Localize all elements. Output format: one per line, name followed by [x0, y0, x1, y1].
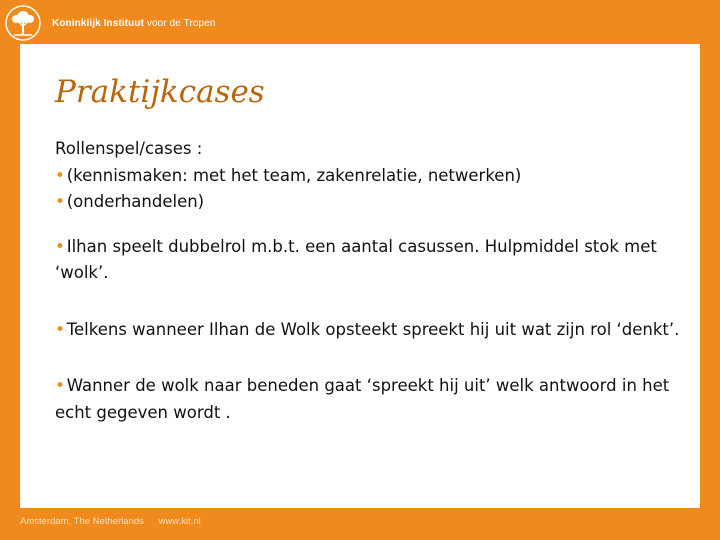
bullet-item: • (kennismaken: met het team, zakenrelatie, netwerken)	[55, 165, 522, 185]
bullet-item: • Ilhan speelt dubbelrol m.b.t. een aantal casussen. Hulpmiddel stok met ‘wolk’.	[55, 236, 657, 282]
kit-tree-logo-icon	[4, 4, 42, 42]
bullet-icon: •	[55, 319, 65, 339]
slide-title: Praktijkcases	[55, 74, 265, 110]
organization-name-regular: voor de Tropen	[144, 18, 216, 29]
footer-url[interactable]: www.kit.nl	[158, 516, 201, 527]
footer-location: Amsterdam, The Netherlands	[20, 516, 144, 527]
intro-line: Rollenspel/cases :	[55, 139, 203, 158]
bullet-item: • (onderhandelen)	[55, 192, 205, 211]
bullet-icon: •	[55, 192, 65, 211]
header-bar	[0, 0, 720, 44]
organization-name-bold: Koninklijk Instituut	[52, 18, 144, 29]
bullet-item: • Telkens wanneer Ilhan de Wolk opsteekt spreekt hij uit wat zijn rol ‘denkt’.	[55, 319, 680, 339]
bullet-icon: •	[55, 165, 65, 185]
bullet-icon: •	[55, 376, 65, 395]
bullet-icon: •	[55, 236, 65, 256]
bullet-item: • Wanner de wolk naar beneden gaat ‘spreekt hij uit’ welk antwoord in het echt gegeven wordt .	[55, 376, 670, 422]
slide-content	[20, 44, 700, 508]
slide-body	[55, 136, 695, 426]
footer	[20, 516, 213, 527]
organization-name	[52, 18, 216, 29]
